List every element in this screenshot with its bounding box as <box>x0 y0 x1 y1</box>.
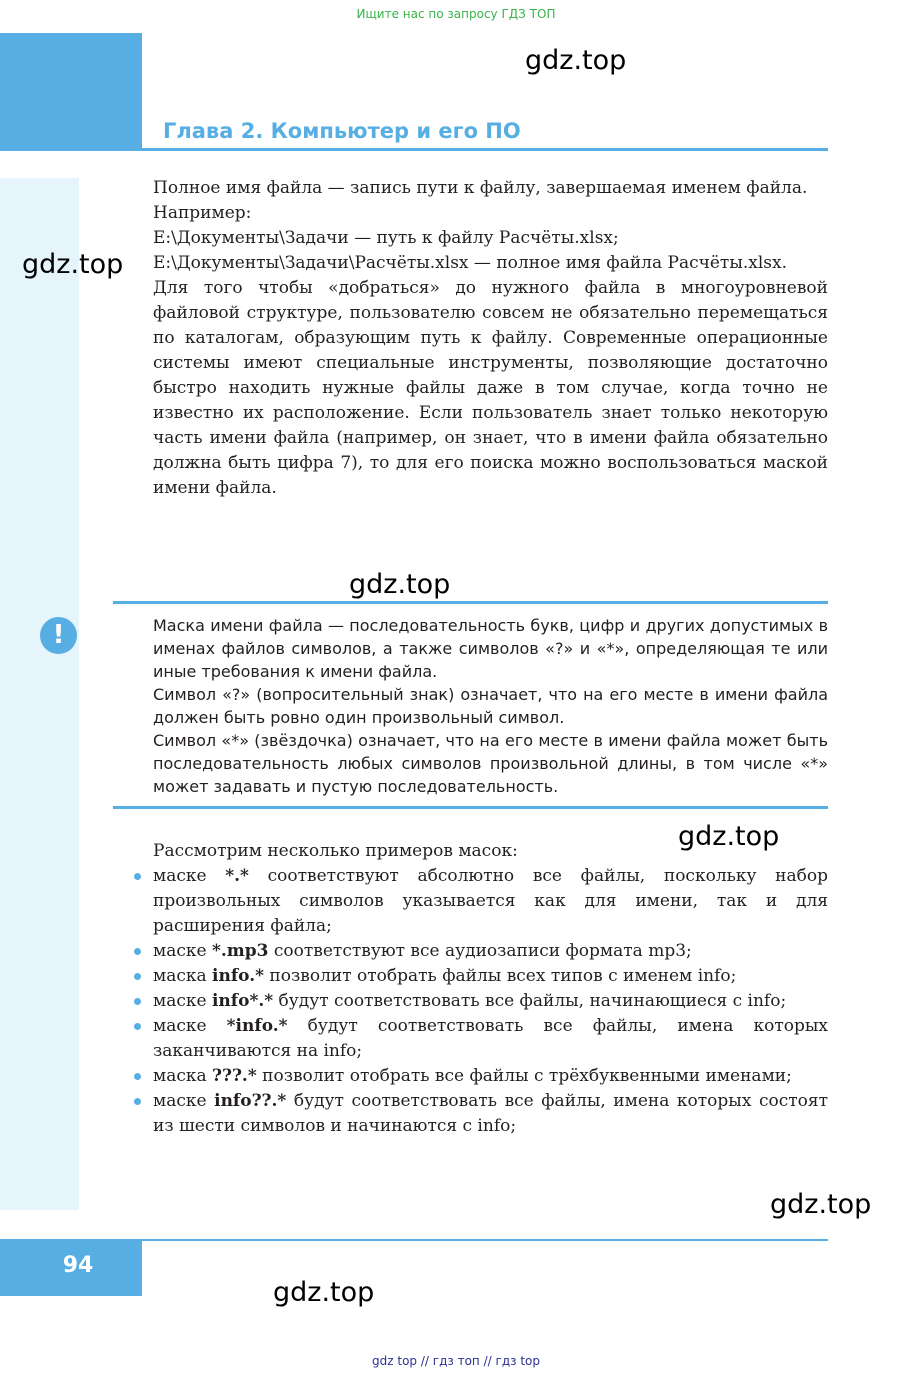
paragraph: E:\Документы\Задачи — путь к файлу Расчёты.xlsx; <box>153 228 619 248</box>
header-color-block <box>0 33 142 151</box>
paragraph: Для того чтобы «добраться» до нужного файла в многоуровневой файловой структуре, пользователю совсем не обязательно перемещаться по каталогам, образующим путь к файлу. Современные операционные системы имеют специальные инструменты, позволяющие достаточно быстро находить нужные файлы даже в том случае, когда точно не известно их расположение. Если пользователь знает только некоторую часть имени файла (например, он знает, что в имени файла обязательно должна быть цифра 7), то для его поиска можно воспользоваться маской имени файла. <box>153 278 828 498</box>
page-number: 94 <box>62 1253 94 1278</box>
example-prefix: маске <box>153 991 212 1011</box>
main-text <box>153 176 828 501</box>
example-mask: *.* <box>225 866 249 886</box>
paragraph: E:\Документы\Задачи\Расчёты.xlsx — полное имя файла Расчёты.xlsx. <box>153 253 787 273</box>
definition-top-rule <box>113 601 828 604</box>
bullet-dot <box>134 948 141 955</box>
exclamation-icon: ! <box>40 617 77 654</box>
definition-bottom-rule <box>113 806 828 809</box>
example-item <box>153 964 828 989</box>
example-prefix: маске <box>153 866 226 886</box>
top-banner: Ищите нас по запросу ГДЗ ТОП <box>356 7 556 21</box>
example-description: будут соответствовать все файлы, имена которых заканчиваются на info; <box>153 1016 828 1061</box>
header-rule <box>142 148 828 151</box>
example-item <box>153 1064 828 1089</box>
bullet-dot <box>134 873 141 880</box>
watermark: gdz.top <box>349 569 451 600</box>
footer-link[interactable]: gdz top <box>372 1354 418 1368</box>
watermark: gdz.top <box>273 1277 375 1308</box>
example-description: позволит отобрать все файлы с трёхбуквенными именами; <box>256 1066 792 1086</box>
example-item <box>153 989 828 1014</box>
example-mask: *info.* <box>226 1016 288 1036</box>
watermark: gdz.top <box>22 249 124 280</box>
example-description: позволит отобрать файлы всех типов с именем info; <box>264 966 737 986</box>
definition-box <box>153 614 828 798</box>
examples-section <box>153 839 828 1139</box>
footer-separator: // <box>483 1354 492 1368</box>
bullet-dot <box>134 973 141 980</box>
example-description: соответствуют абсолютно все файлы, поскольку набор произвольных символов указывается как для имени, так и для расширения файла; <box>153 866 828 936</box>
bullet-dot <box>134 1098 141 1105</box>
bullet-dot <box>134 1023 141 1030</box>
example-description: будут соответствовать все файлы, начинающиеся с info; <box>273 991 787 1011</box>
definition-text: Символ «?» (вопросительный знак) означает, что на его месте в имени файла должен быть ровно один произвольный символ. <box>153 685 828 727</box>
paragraph: Полное имя файла — запись пути к файлу, завершаемая именем файла. <box>153 178 808 198</box>
definition-text: Символ «*» (звёздочка) означает, что на его месте в имени файла может быть последовательность любых символов произвольной длины, в том числе «*» может задавать и пустую последовательность. <box>153 731 828 796</box>
bullet-dot <box>134 1073 141 1080</box>
footer-rule <box>142 1239 828 1241</box>
example-item <box>153 864 828 939</box>
example-prefix: маске <box>153 941 212 961</box>
watermark: gdz.top <box>678 821 780 852</box>
example-mask: info.* <box>212 966 265 986</box>
example-prefix: маске <box>153 1091 215 1111</box>
example-prefix: маска <box>153 1066 213 1086</box>
example-item <box>153 939 828 964</box>
side-strip <box>0 178 79 1210</box>
example-item <box>153 1014 828 1064</box>
example-prefix: маске <box>153 1016 227 1036</box>
example-mask: *.mp3 <box>211 941 269 961</box>
bullet-dot <box>134 998 141 1005</box>
watermark: gdz.top <box>525 45 627 76</box>
example-mask: ???.* <box>212 1066 257 1086</box>
example-description: будут соответствовать все файлы, имена которых состоят из шести символов и начинаются с info; <box>153 1091 828 1136</box>
example-mask: info*.* <box>211 991 274 1011</box>
watermark: gdz.top <box>770 1189 872 1220</box>
example-prefix: маска <box>153 966 213 986</box>
footer-links <box>0 1354 912 1368</box>
example-mask: info??.* <box>214 1091 287 1111</box>
footer-separator: // <box>420 1354 429 1368</box>
examples-intro: Рассмотрим несколько примеров масок: <box>153 841 518 861</box>
footer-link[interactable]: гдз топ <box>432 1354 480 1368</box>
footer-link[interactable]: гдз top <box>495 1354 540 1368</box>
chapter-title: Глава 2. Компьютер и его ПО <box>163 119 521 143</box>
example-description: соответствуют все аудиозаписи формата mp3; <box>268 941 692 961</box>
definition-text: Маска имени файла — последовательность букв, цифр и других допустимых в именах файлов символов, а также символов «?» и «*», определяющая те или иные требования к имени файла. <box>153 616 828 681</box>
examples-list <box>153 864 828 1139</box>
example-item <box>153 1089 828 1139</box>
paragraph: Например: <box>153 203 252 223</box>
